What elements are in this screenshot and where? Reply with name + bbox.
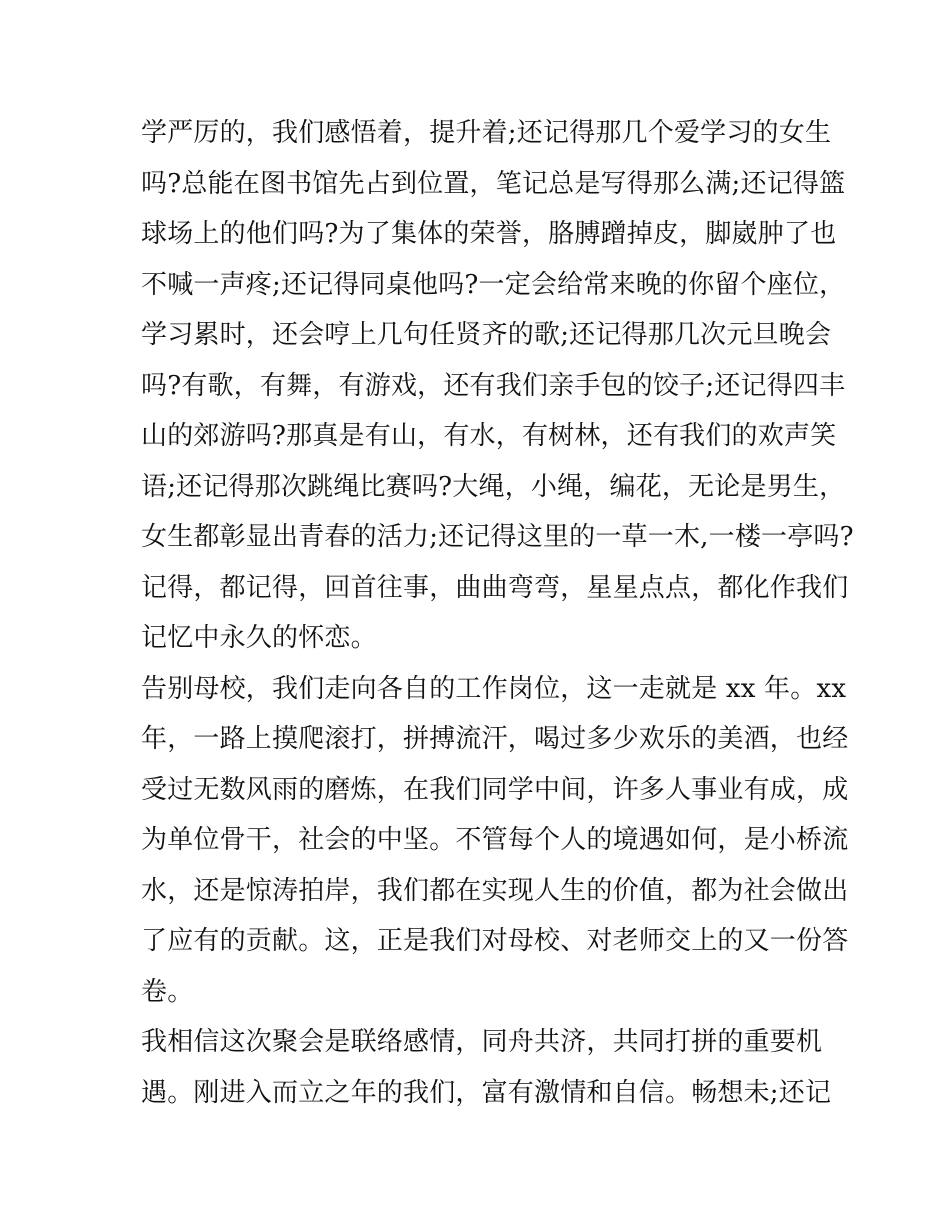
- text-line: 女生都彰显出青春的活力;还记得这里的一草一木,一楼一亭吗?: [141, 522, 854, 552]
- text-line: 学习累时，还会哼上几句任贤齐的歌;还记得那几次元旦晚会: [141, 320, 832, 350]
- text-line: 山的郊游吗?那真是有山，有水，有树林，还有我们的欢声笑: [141, 421, 837, 451]
- text-line: 不喊一声疼;还记得同桌他吗?一定会给常来晚的你留个座位，: [141, 269, 846, 300]
- text-line: 年，一路上摸爬滚打，拼搏流汗，喝过多少欢乐的美酒，也经: [141, 724, 849, 754]
- text-line: 告别母校，我们走向各自的工作岗位，这一走就是 xx 年。xx: [141, 673, 847, 704]
- text-line: 学严厉的，我们感悟着，提升着;还记得那几个爱学习的女生: [141, 118, 832, 148]
- text-line: 记得，都记得，回首往事，曲曲弯弯，星星点点，都化作我们: [141, 572, 849, 603]
- text-line: 遇。刚进入而立之年的我们，富有激情和自信。畅想未;还记: [141, 1077, 832, 1108]
- text-line: 为单位骨干，社会的中坚。不管每个人的境遇如何，是小桥流: [141, 825, 849, 855]
- text-line: 水，还是惊涛拍岸，我们都在实现人生的价值，都为社会做出: [141, 875, 849, 906]
- text-line: 了应有的贡献。这，正是我们对母校、对老师交上的又一份答: [141, 926, 849, 956]
- text-line: 卷。: [141, 976, 194, 1007]
- text-line: 吗?有歌，有舞，有游戏，还有我们亲手包的饺子;还记得四丰: [141, 370, 846, 401]
- text-line: 记忆中永久的怀恋。: [141, 623, 377, 653]
- text-line: 我相信这次聚会是联络感情，同舟共济，共同打拼的重要机: [141, 1027, 823, 1057]
- text-line: 语;还记得那次跳绳比赛吗?大绳，小绳，编花，无论是男生，: [141, 471, 846, 502]
- text-line: 吗?总能在图书馆先占到位置，笔记总是写得那么满;还记得篮: [141, 168, 846, 199]
- text-line: 球场上的他们吗?为了集体的荣誉，胳膊蹭掉皮，脚崴肿了也: [141, 219, 837, 249]
- text-line: 受过无数风雨的磨炼，在我们同学中间，许多人事业有成，成: [141, 774, 849, 805]
- document-body: [141, 108, 854, 1118]
